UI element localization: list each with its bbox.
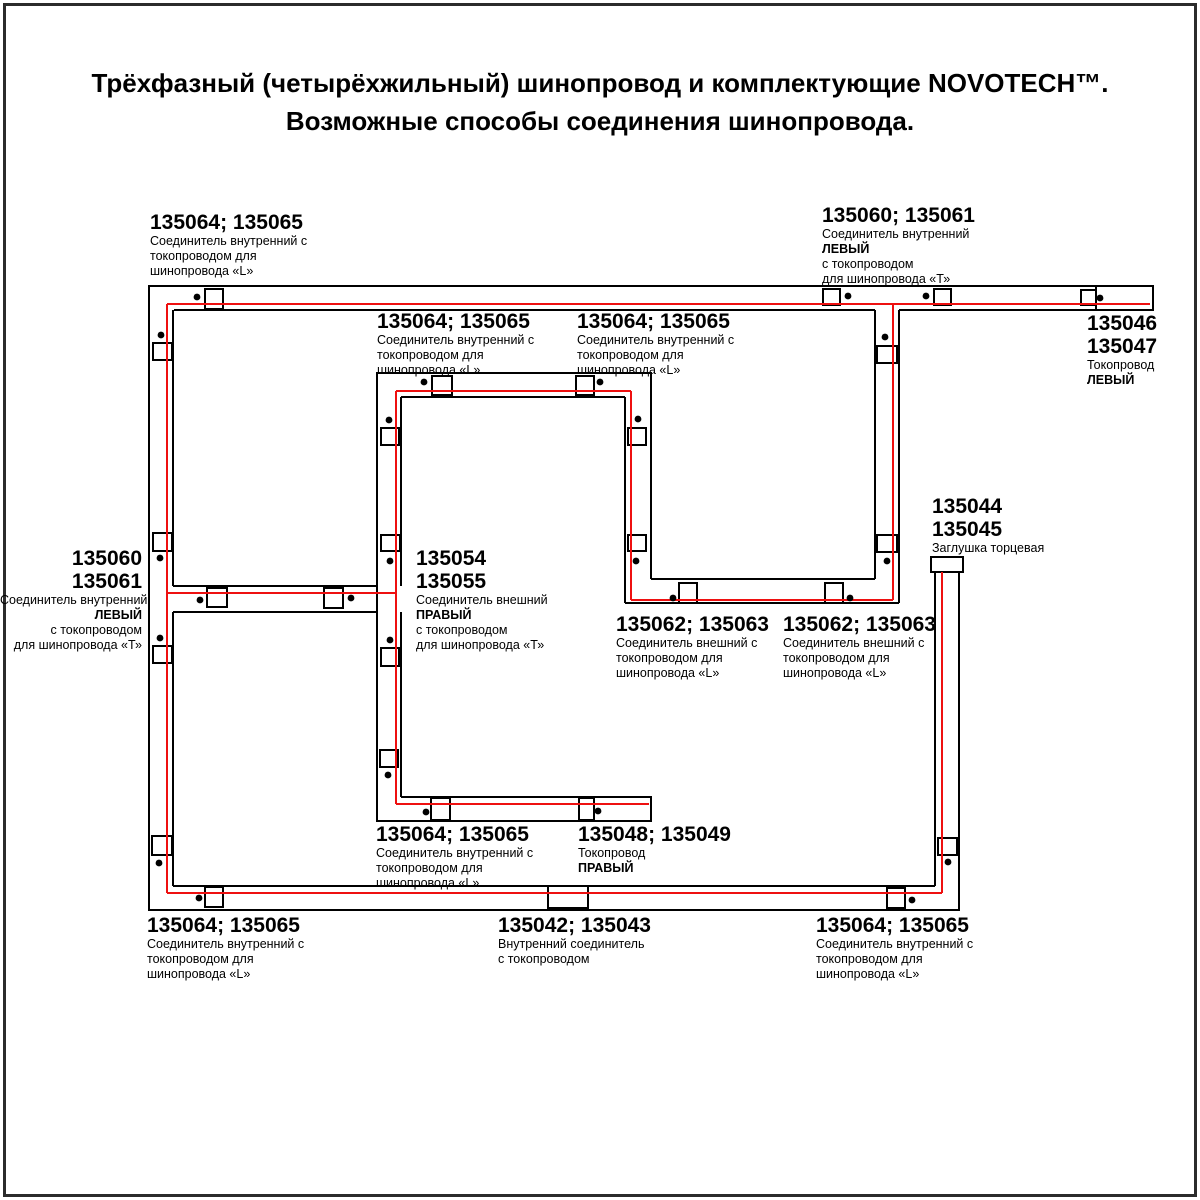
joint-dot [423, 809, 430, 816]
coupler-box [153, 646, 172, 663]
product-code: 135055 [416, 570, 487, 593]
label-connector-inner-L-bottom-inner: 135064; 135065 Соединитель внутренний с токопроводом для шинопровода «L» [376, 823, 534, 890]
joint-dot [845, 293, 852, 300]
label-connector-inner-L-bottom-left: 135064; 135065 Соединитель внутренний с токопроводом для шинопровода «L» [147, 914, 305, 981]
coupler-box [576, 376, 594, 395]
coupler-box [431, 798, 450, 820]
coupler-box [324, 588, 343, 608]
joint-dot [595, 808, 602, 815]
joint-dot [884, 558, 891, 565]
coupler-box [205, 289, 223, 309]
joint-dot [635, 416, 642, 423]
joint-dot [197, 597, 204, 604]
product-code: 135060; 135061 [822, 204, 975, 227]
product-code: 135064; 135065 [150, 211, 303, 234]
coupler-box [153, 343, 172, 360]
joint-dot [387, 558, 394, 565]
joint-dot [847, 595, 854, 602]
product-code: 135062; 135063 [616, 613, 769, 636]
power-feed-left-piece [1096, 286, 1153, 310]
product-code: 135048; 135049 [578, 823, 731, 846]
product-code: 135044 [932, 495, 1003, 518]
coupler-box [205, 887, 223, 907]
coupler-box [887, 888, 905, 908]
joint-dot [348, 595, 355, 602]
joint-dot [386, 417, 393, 424]
product-code: 135064; 135065 [377, 310, 530, 333]
product-code: 135064; 135065 [376, 823, 529, 846]
label-straight-connector: 135042; 135043 Внутренний соединитель с токопроводом [498, 914, 651, 966]
product-code: 135062; 135063 [783, 613, 936, 636]
coupler-box [381, 535, 400, 551]
label-connector-outer-right-T: 135054 135055 Соединитель внешний ПРАВЫЙ с токопроводом для шинопровода «Т» [416, 547, 548, 652]
joint-dot [157, 635, 164, 642]
product-code: 135045 [932, 518, 1003, 541]
joint-dot [1097, 295, 1104, 302]
coupler-box [934, 289, 951, 305]
joint-dot [923, 293, 930, 300]
product-code: 135064; 135065 [577, 310, 730, 333]
label-end-cap: 135044 135045 Заглушка торцевая [932, 495, 1045, 555]
label-power-feed-left: 135046 135047 Токопровод ЛЕВЫЙ [1087, 312, 1158, 387]
label-connector-inner-L-top-left: 135064; 135065 Соединитель внутренний с токопроводом для шинопровода «L» [150, 211, 308, 278]
product-code: 135042; 135043 [498, 914, 651, 937]
straight-connector-box [548, 886, 588, 908]
product-code: 135061 [71, 570, 142, 593]
joint-dot [157, 555, 164, 562]
label-connector-inner-L-bottom-right: 135064; 135065 Соединитель внутренний с токопроводом для шинопровода «L» [816, 914, 974, 981]
label-connector-inner-L-mid-right: 135064; 135065 Соединитель внутренний с токопроводом для шинопровода «L» [577, 310, 735, 377]
product-code: 135046 [1087, 312, 1158, 335]
joint-dot [385, 772, 392, 779]
label-connector-inner-L-mid-left: 135064; 135065 Соединитель внутренний с токопроводом для шинопровода «L» [377, 310, 535, 377]
joint-dot [158, 332, 165, 339]
joint-dot [945, 859, 952, 866]
joint-dot [882, 334, 889, 341]
coupler-box [153, 533, 172, 551]
label-connector-inner-left-T-side: 135060 135061 Соединитель внутренний ЛЕВЫЙ с токопроводом для шинопровода «Т» [0, 547, 148, 652]
joint-dot [909, 897, 916, 904]
joint-dot [156, 860, 163, 867]
coupler-box [938, 838, 957, 855]
coupler-box [432, 376, 452, 395]
coupler-box [207, 588, 227, 607]
joint-dot [633, 558, 640, 565]
title-line-2: Возможные способы соединения шинопровода. [285, 106, 915, 136]
product-code: 135064; 135065 [147, 914, 300, 937]
label-connector-outer-L-left: 135062; 135063 Соединитель внешний с токопроводом для шинопровода «L» [616, 613, 769, 680]
coupler-box [579, 798, 594, 820]
joint-dot [194, 294, 201, 301]
label-power-feed-right: 135048; 135049 Токопровод ПРАВЫЙ [578, 823, 731, 875]
coupler-box [1081, 290, 1096, 305]
title-line-1: Трёхфазный (четырёхжильный) шинопровод и комплектующие NOVOTECH™. [91, 68, 1109, 98]
end-cap-piece [931, 557, 963, 572]
product-code: 135047 [1087, 335, 1158, 358]
joint-dot [421, 379, 428, 386]
coupler-box [152, 836, 172, 855]
joint-dot [597, 379, 604, 386]
joint-dot [387, 637, 394, 644]
joint-dot [670, 595, 677, 602]
product-code: 135054 [416, 547, 487, 570]
label-connector-outer-L-right: 135062; 135063 Соединитель внешний с токопроводом для шинопровода «L» [783, 613, 936, 680]
product-code: 135064; 135065 [816, 914, 969, 937]
coupler-box [823, 289, 840, 305]
joint-dot [196, 895, 203, 902]
label-connector-inner-left-T-top: 135060; 135061 Соединитель внутренний ЛЕВЫЙ с токопроводом для шинопровода «Т» [822, 204, 975, 286]
product-code: 135060 [71, 547, 142, 570]
